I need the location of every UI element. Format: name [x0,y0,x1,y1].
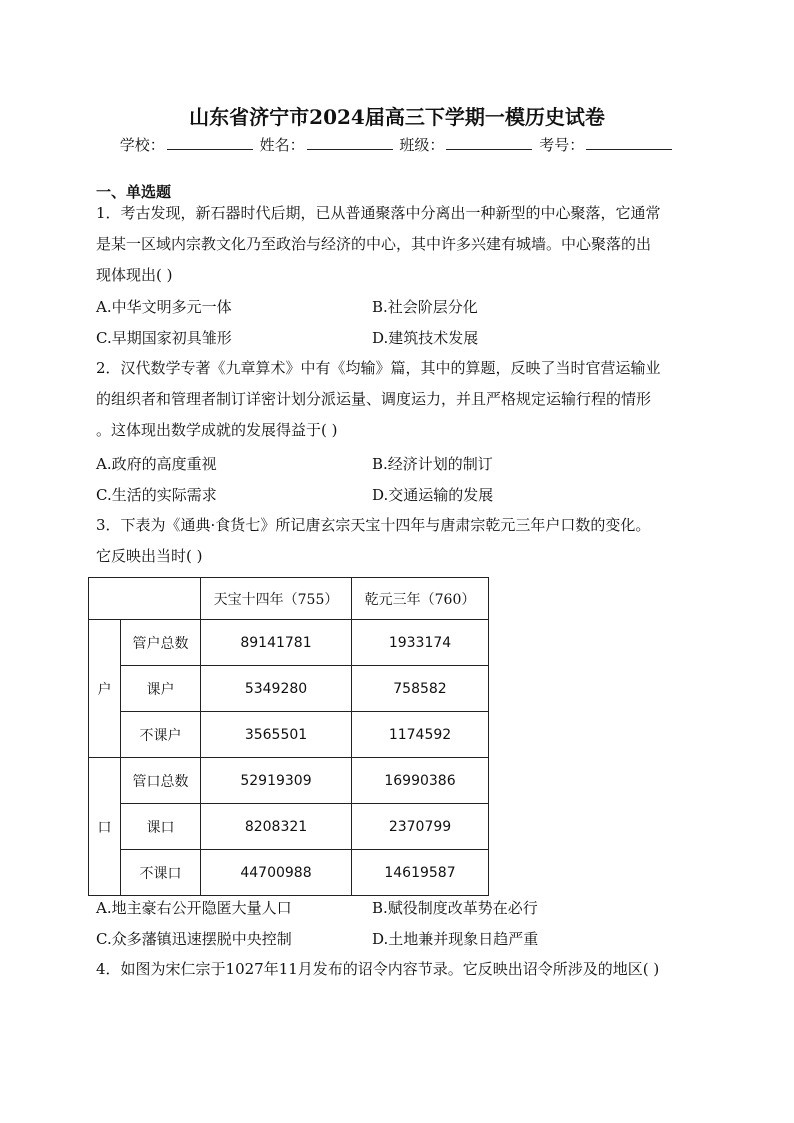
name-blank[interactable] [307,135,393,150]
question-1-line: 是某一区域内宗教文化乃至政治与经济的中心，其中许多兴建有城墙。中心聚落的出 [96,235,652,253]
class-blank[interactable] [446,135,532,150]
question-4-stem [96,954,700,985]
question-1-option-a[interactable]: A.中华文明多元一体 [96,298,232,316]
table-cell: 44700988 [201,850,352,896]
exam-number-blank[interactable] [586,135,672,150]
question-2-line: 。这体现出数学成就的发展得益于( ) [96,421,338,439]
table-cell: 89141781 [201,620,352,666]
table-row-label: 管口总数 [121,758,201,804]
question-3-option-a[interactable]: A.地主豪右公开隐匿大量人口 [96,899,292,917]
question-1-option-d[interactable]: D.建筑技术发展 [372,329,479,347]
question-2-option-a[interactable]: A.政府的高度重视 [96,455,217,473]
question-1-line: 1．考古发现，新石器时代后期，已从普通聚落中分离出一种新型的中心聚落，它通常 [96,204,661,222]
exam-number-label: 考号： [539,136,585,154]
question-1-option-b[interactable]: B.社会阶层分化 [372,298,478,316]
table-cell: 52919309 [201,758,352,804]
table-cell: 1174592 [352,712,489,758]
table-row-label: 不课户 [121,712,201,758]
table-row-label: 管户总数 [121,620,201,666]
table-header-row [89,578,489,620]
table-cell: 1933174 [352,620,489,666]
question-2-option-c[interactable]: C.生活的实际需求 [96,486,217,504]
school-blank[interactable] [167,135,253,150]
exam-title: 山东省济宁市2024届高三下学期一模历史试卷 [189,105,605,129]
question-2-line: 的组织者和管理者制订详密计划分派运量、调度运力，并且严格规定运输行程的情形 [96,390,652,408]
table-row [89,804,489,850]
section-heading: 一、单选题 [96,183,172,201]
question-2-option-b[interactable]: B.经济计划的制订 [372,455,493,473]
question-1-line: 现体现出( ) [96,266,173,284]
table-row [89,850,489,896]
table-cell: 16990386 [352,758,489,804]
table-row-label: 课口 [121,804,201,850]
table-row [89,666,489,712]
table-row-label: 课户 [121,666,201,712]
table-column-header: 乾元三年（760） [352,578,489,620]
question-3-line: 3．下表为《通典·食货七》所记唐玄宗天宝十四年与唐肃宗乾元三年户口数的变化。 [96,516,651,534]
question-3-line: 它反映出当时( ) [96,547,203,565]
question-3-option-b[interactable]: B.赋役制度改革势在必行 [372,899,538,917]
table-cell: 8208321 [201,804,352,850]
table-row [89,712,489,758]
table-column-header: 天宝十四年（755） [201,578,352,620]
table-cell: 14619587 [352,850,489,896]
table-cell: 5349280 [201,666,352,712]
table-corner-cell [89,578,201,620]
class-label: 班级： [399,136,445,154]
household-population-table [88,577,489,896]
question-3-stem [96,510,700,572]
school-label: 学校： [119,136,165,154]
table-cell: 2370799 [352,804,489,850]
table-cell: 3565501 [201,712,352,758]
question-4-line: 4．如图为宋仁宗于1027年11月发布的诏令内容节录。它反映出诏令所涉及的地区( ) [96,960,660,978]
student-info-line [0,134,794,155]
table-row [89,758,489,804]
table-group-label: 口 [89,758,121,896]
name-label: 姓名： [259,136,305,154]
table-group-label: 户 [89,620,121,758]
table-row-label: 不课口 [121,850,201,896]
question-3-option-d[interactable]: D.土地兼并现象日趋严重 [372,930,539,948]
question-3-option-c[interactable]: C.众多藩镇迅速摆脱中央控制 [96,930,292,948]
question-2-line: 2．汉代数学专著《九章算术》中有《均输》篇，其中的算题，反映了当时官营运输业 [96,359,661,377]
question-2-option-d[interactable]: D.交通运输的发展 [372,486,494,504]
question-1-option-c[interactable]: C.早期国家初具雏形 [96,329,232,347]
table-cell: 758582 [352,666,489,712]
question-2-stem [96,353,700,446]
question-1-stem [96,198,700,291]
table-row [89,620,489,666]
